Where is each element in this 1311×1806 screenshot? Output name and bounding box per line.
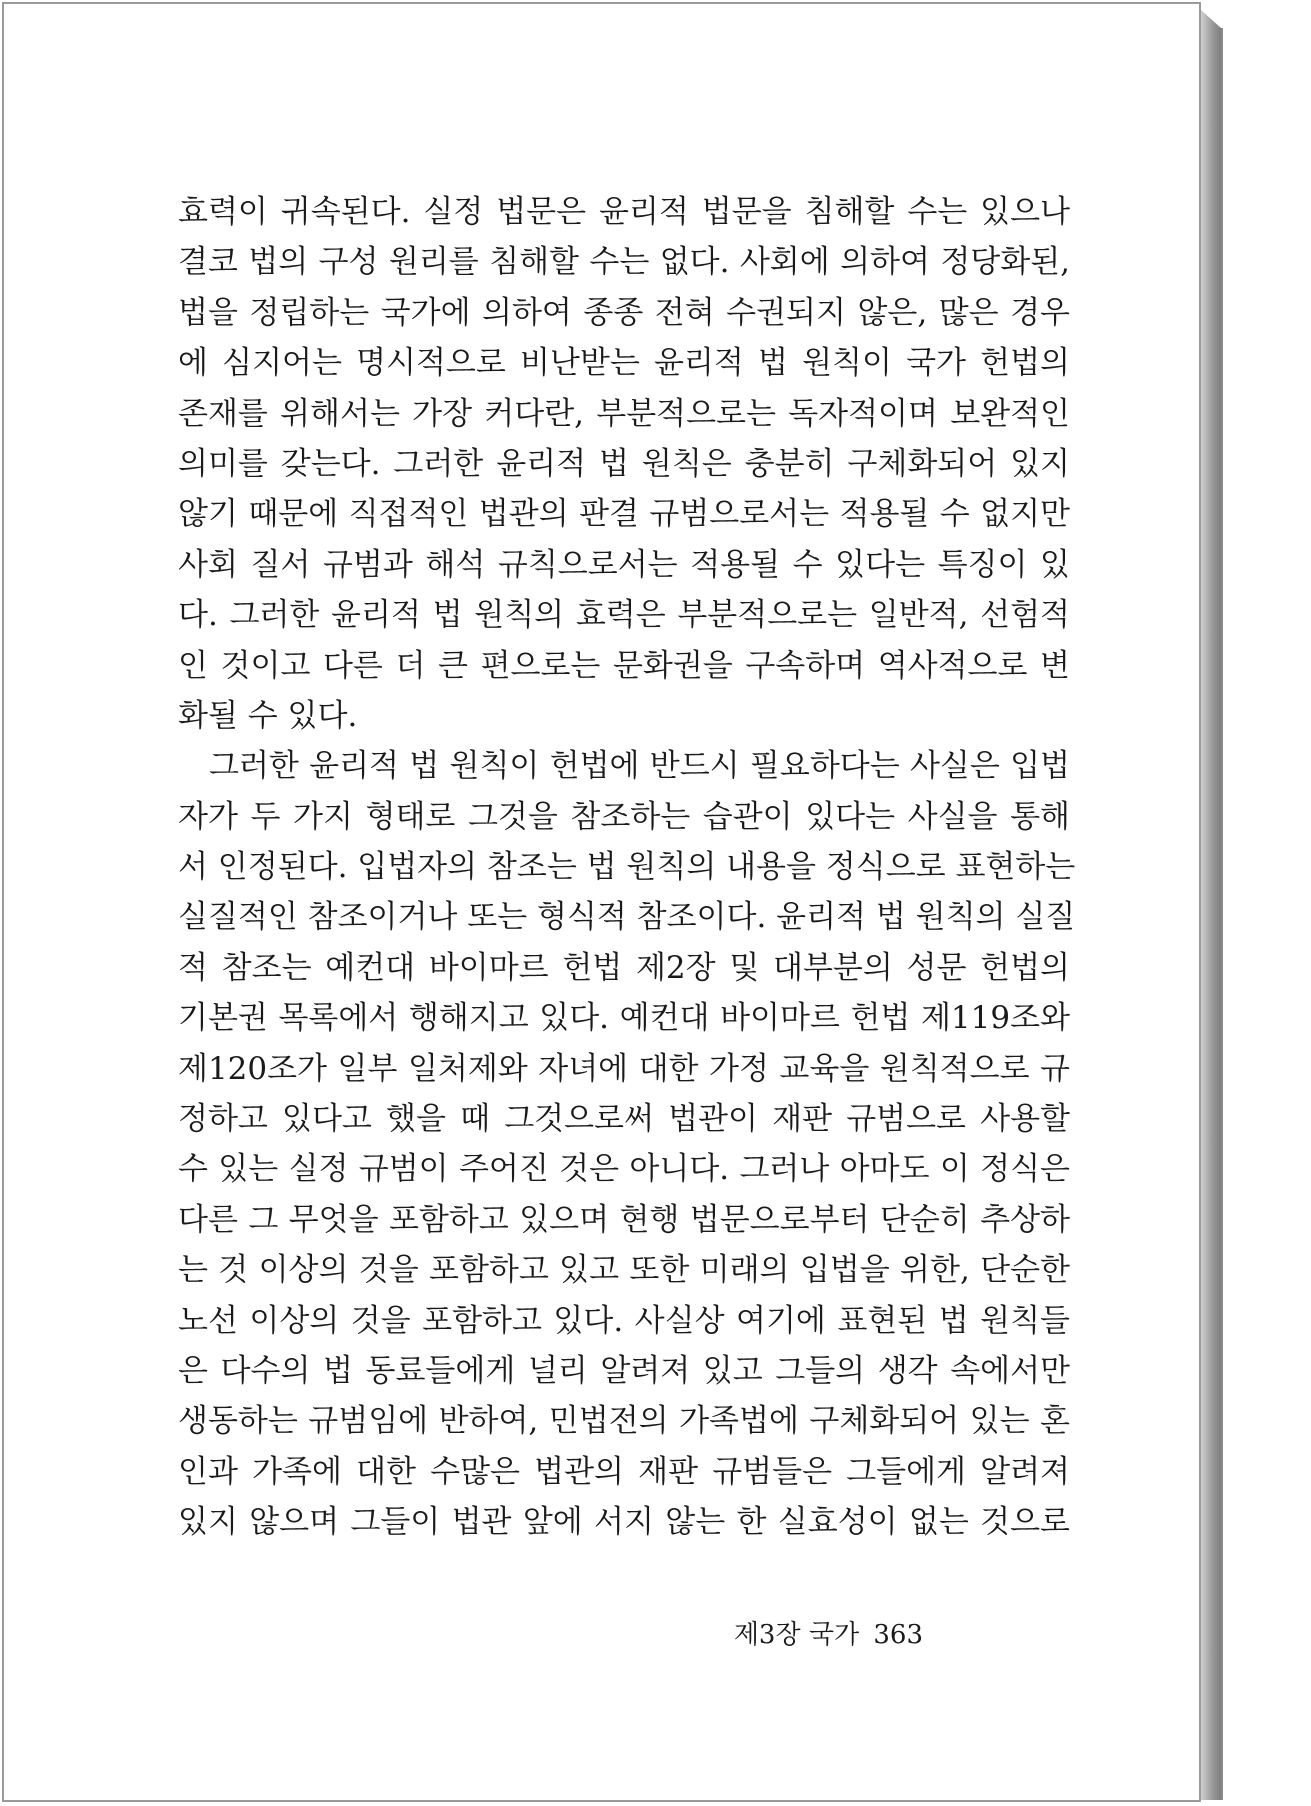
page-footer	[728, 1614, 923, 1651]
text-line: 인 것이고 다른 더 큰 편으로는 문화권을 구속하며 역사적으로 변	[178, 647, 1070, 684]
page-sheet	[2, 2, 1201, 1802]
text-line: 실질적인 참조이거나 또는 형식적 참조이다. 윤리적 법 원칙의 실질	[178, 899, 1076, 936]
text-line: 수 있는 실정 규범이 주어진 것은 아니다. 그러나 아마도 이 정식은	[178, 1151, 1070, 1188]
page-edge-shadow	[1221, 28, 1223, 1800]
text-line: 그러한 윤리적 법 원칙이 헌법에 반드시 필요하다는 사실은 입법	[209, 748, 1070, 785]
text-line: 사회 질서 규범과 해석 규칙으로서는 적용될 수 있다는 특징이 있	[178, 546, 1070, 583]
text-line: 의미를 갖는다. 그러한 윤리적 법 원칙은 충분히 구체화되어 있지	[178, 445, 1070, 482]
text-body	[178, 187, 1076, 1548]
text-line: 에 심지어는 명시적으로 비난받는 윤리적 법 원칙이 국가 헌법의	[178, 345, 1070, 382]
page-edge	[1201, 10, 1221, 1800]
text-line: 는 것 이상의 것을 포함하고 있고 또한 미래의 입법을 위한, 단순한	[178, 1252, 1070, 1289]
text-line: 효력이 귀속된다. 실정 법문은 윤리적 법문을 침해할 수는 있으나	[178, 194, 1070, 230]
text-line: 결코 법의 구성 원리를 침해할 수는 없다. 사회에 의하여 정당화된,	[178, 244, 1070, 281]
chapter-title: 제3장 국가	[733, 1620, 860, 1650]
text-line: 정하고 있다고 했을 때 그것으로써 법관이 재판 규범으로 사용할	[178, 1101, 1070, 1138]
text-line: 인과 가족에 대한 수많은 법관의 재판 규범들은 그들에게 알려져	[178, 1453, 1070, 1490]
text-line: 은 다수의 법 동료들에게 널리 알려져 있고 그들의 생각 속에서만	[178, 1352, 1070, 1389]
page-number: 363	[873, 1620, 923, 1650]
text-line: 화될 수 있다.	[178, 697, 358, 734]
text-line: 적 참조는 예컨대 바이마르 헌법 제2장 및 대부분의 성문 헌법의	[178, 949, 1070, 986]
text-line: 않기 때문에 직접적인 법관의 판결 규범으로서는 적용될 수 없지만	[178, 496, 1070, 533]
text-line: 다. 그러한 윤리적 법 원칙의 효력은 부분적으로는 일반적, 선험적	[178, 597, 1070, 634]
text-line: 제120조가 일부 일처제와 자녀에 대한 가정 교육을 원칙적으로 규	[178, 1050, 1070, 1087]
text-line: 법을 정립하는 국가에 의하여 종종 전혀 수권되지 않은, 많은 경우	[178, 294, 1070, 331]
text-line: 서 인정된다. 입법자의 참조는 법 원칙의 내용을 정식으로 표현하는	[178, 849, 1076, 886]
text-line: 다른 그 무엇을 포함하고 있으며 현행 법문으로부터 단순히 추상하	[178, 1201, 1070, 1238]
text-line: 있지 않으며 그들이 법관 앞에 서지 않는 한 실효성이 없는 것으로	[178, 1504, 1070, 1541]
text-line: 기본권 목록에서 행해지고 있다. 예컨대 바이마르 헌법 제119조와	[178, 1000, 1070, 1037]
text-line: 존재를 위해서는 가장 커다란, 부분적으로는 독자적이며 보완적인	[178, 395, 1070, 432]
text-line: 생동하는 규범임에 반하여, 민법전의 가족법에 구체화되어 있는 혼	[178, 1403, 1070, 1440]
text-line: 노선 이상의 것을 포함하고 있다. 사실상 여기에 표현된 법 원칙들	[178, 1302, 1070, 1339]
text-line: 자가 두 가지 형태로 그것을 참조하는 습관이 있다는 사실을 통해	[178, 798, 1070, 835]
